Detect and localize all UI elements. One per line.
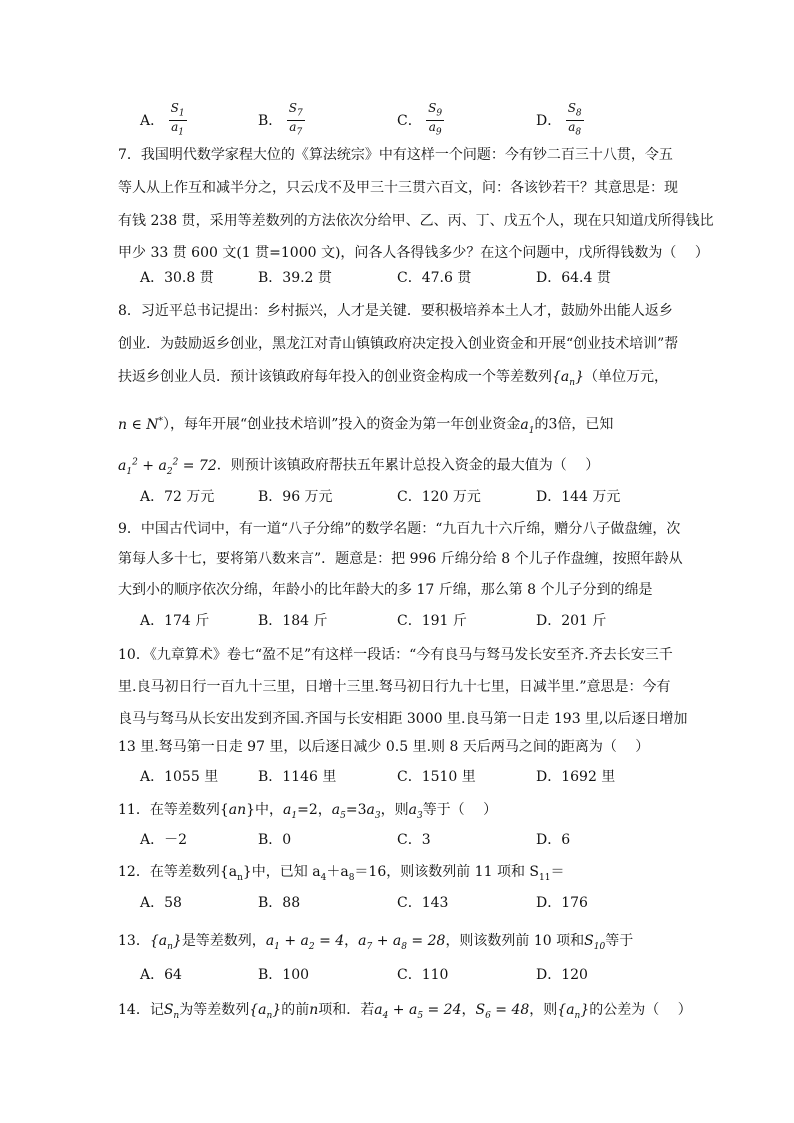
q11-option-a[interactable]: A．－2 (140, 832, 188, 848)
q7-option-a[interactable]: A．30.8 贯 (140, 270, 214, 286)
q13-option-a[interactable]: A．64 (140, 967, 182, 983)
q13-option-b[interactable]: B．100 (258, 967, 310, 983)
q10-line-3: 良马与驽马从长安出发到齐国.齐国与长安相距 3000 里.良马第一日走 193 里,以后逐日增加 (118, 711, 688, 727)
q7-line-1: 7．我国明代数学家程大位的《算法统宗》中有这样一个问题：今有钞二百三十八贯，令五 (118, 147, 673, 163)
q10-option-d[interactable]: D．1692 里 (536, 769, 616, 785)
q7-option-b[interactable]: B．39.2 贯 (258, 270, 332, 286)
q11-option-d[interactable]: D．6 (536, 832, 571, 848)
q8-line-1: 8．习近平总书记提出：乡村振兴，人才是关键．要积极培养本土人才，鼓励外出能人返乡 (118, 303, 673, 319)
q6-option-a[interactable]: A． $\frac{S_1}{a_1}$ (140, 101, 185, 138)
q8-option-c[interactable]: C．120 万元 (397, 489, 481, 505)
q10-option-c[interactable]: C．1510 里 (397, 769, 476, 785)
q7-option-d[interactable]: D．64.4 贯 (536, 270, 611, 286)
q8-line-5: $a_1^2 + a_2^2 = 72$．则预计该镇政府帮扶五年累计总投入资金的最大值为（ ） (118, 457, 600, 477)
q10-line-2: 里.良马初日行一百九十三里，日增十三里.驽马初日行九十七里，日减半里.”意思是：今有 (118, 679, 671, 695)
q10-option-a[interactable]: A．1055 里 (140, 769, 219, 785)
q7-line-3: 有钱 238 贯，采用等差数列的方法依次分给甲、乙、丙、丁、戊五个人，现在只知道戊所得钱比 (118, 213, 714, 229)
q7-line-2: 等人从上作互和减半分之，只云戊不及甲三十三贯六百文，问：各该钞若干？其意思是：现 (118, 180, 678, 196)
q14-stem: 14．记$S_n$为等差数列$\{a_n\}$的前n项和．若$a_4 + a_5 = 24$，$S_6 = 48$，则$\{a_n\}$的公差为（ ） (118, 1002, 692, 1021)
q9-option-b[interactable]: B．184 斤 (258, 613, 328, 629)
q10-line-4: 13 里.驽马第一日走 97 里，以后逐日减少 0.5 里.则 8 天后两马之间的距离为（ ） (118, 739, 650, 755)
q9-line-2: 第每人多十七，要将第八数来言”．题意是：把 996 斤绵分给 8 个儿子作盘缠，按照年龄从 (118, 551, 683, 567)
q6-option-c[interactable]: C． $\frac{S_9}{a_9}$ (397, 101, 443, 138)
q12-option-a[interactable]: A．58 (140, 895, 182, 911)
fraction: $\frac{S_1}{a_1}$ (170, 101, 185, 138)
q10-option-b[interactable]: B．1146 里 (258, 769, 337, 785)
q8-line-2: 创业．为鼓励返乡创业，黑龙江对青山镇镇政府决定投入创业资金和开展“创业技术培训”帮 (118, 336, 679, 352)
q9-option-a[interactable]: A．174 斤 (140, 613, 210, 629)
q9-line-1: 9．中国古代词中，有一道“八子分绵”的数学名题：“九百九十六斤绵，赠分八子做盘缠，次 (118, 521, 681, 537)
q11-stem: 11．在等差数列{an}中，$a_1=2$，$a_5=3a_3$，则$a_3$等于（ ） (118, 802, 498, 821)
q12-option-b[interactable]: B．88 (258, 895, 301, 911)
q13-option-d[interactable]: D．120 (536, 967, 588, 983)
q11-option-c[interactable]: C．3 (397, 832, 431, 848)
q7-option-c[interactable]: C．47.6 贯 (397, 270, 472, 286)
q6-option-d[interactable]: D． $\frac{S_8}{a_8}$ (536, 101, 582, 138)
fraction: $\frac{S_7}{a_7}$ (288, 101, 303, 138)
q7-line-4: 甲少 33 贯 600 文(1 贯=1000 文)，问各人各得钱多少？在这个问题中，戊所得钱数为（ ） (118, 245, 709, 261)
q12-stem: 12．在等差数列$\{a_n\}$中，已知 $a_4+a_8=16$，则该数列前 11 项和 $S_{11}=$ (118, 864, 565, 883)
q11-option-b[interactable]: B．0 (258, 832, 292, 848)
q10-line-1: 10．《九章算术》卷七“盈不足”有这样一段话：“今有良马与驽马发长安至齐.齐去长安三千 (118, 647, 673, 663)
fraction: $\frac{S_9}{a_9}$ (428, 101, 443, 138)
q8-option-a[interactable]: A．72 万元 (140, 489, 215, 505)
q9-line-3: 大到小的顺序依次分绵，年龄小的比年龄大的多 17 斤绵，那么第 8 个儿子分到的绵是 (118, 582, 653, 598)
fraction: $\frac{S_8}{a_8}$ (567, 101, 582, 138)
q8-option-b[interactable]: B．96 万元 (258, 489, 333, 505)
q13-stem: 13．$\{a_n\}$是等差数列，$a_1 + a_2 = 4$，$a_7 + a_8 = 28$，则该数列前 10 项和$S_{10}$等于 (118, 933, 634, 952)
q12-option-c[interactable]: C．143 (397, 895, 449, 911)
q13-option-c[interactable]: C．110 (397, 967, 449, 983)
q9-option-d[interactable]: D．201 斤 (536, 613, 607, 629)
q8-line-4: n ∈ N*），每年开展“创业技术培训”投入的资金为第一年创业资金$a_1$的3倍，已知 (118, 416, 614, 436)
q9-option-c[interactable]: C．191 斤 (397, 613, 467, 629)
q12-option-d[interactable]: D．176 (536, 895, 588, 911)
q8-option-d[interactable]: D．144 万元 (536, 489, 621, 505)
q8-line-3: 扶返乡创业人员．预计该镇政府每年投入的创业资金构成一个等差数列$\{a_n\}$（单位万元， (118, 369, 668, 388)
q6-option-b[interactable]: B． $\frac{S_7}{a_7}$ (258, 101, 303, 138)
